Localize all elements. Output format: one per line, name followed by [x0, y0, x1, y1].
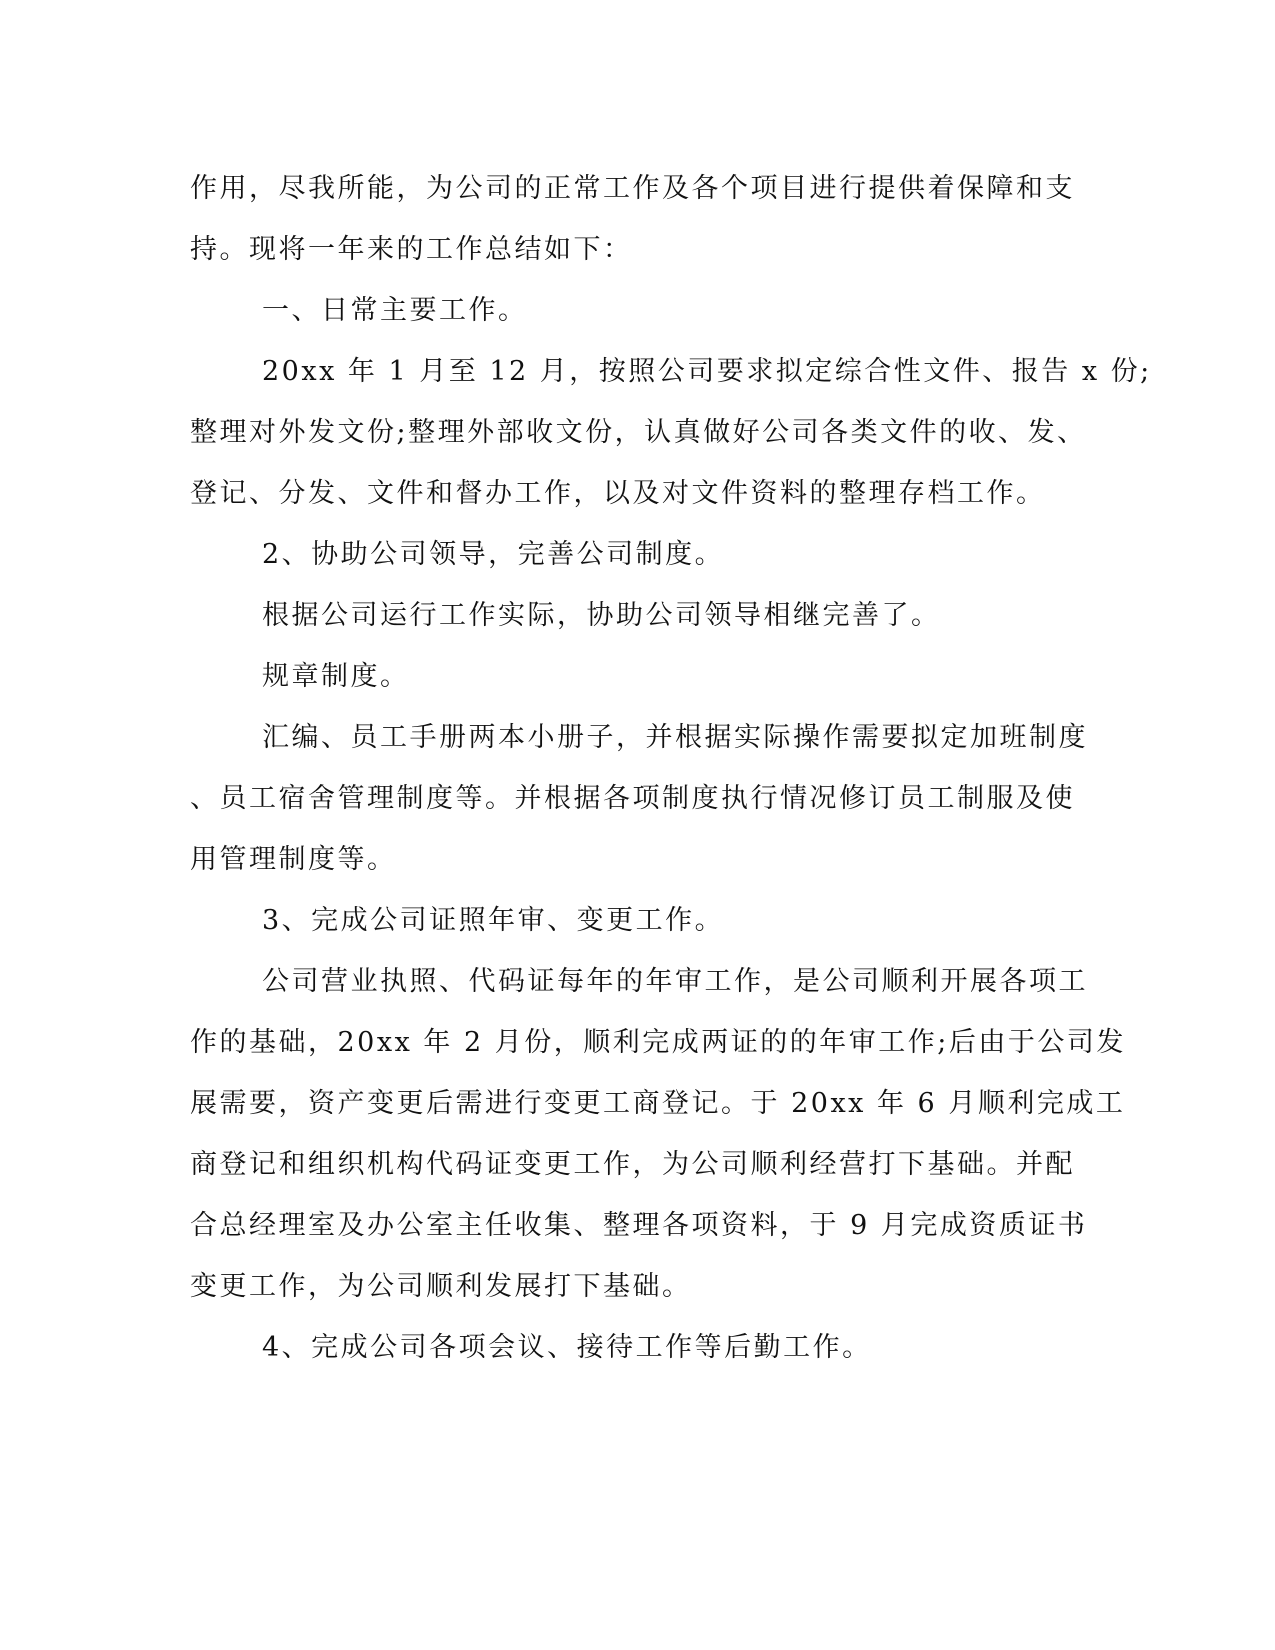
text-line: 整理对外发文份;整理外部收文份，认真做好公司各类文件的收、发、 — [190, 417, 1087, 448]
text-line: 公司营业执照、代码证每年的年审工作，是公司顺利开展各项工 — [262, 966, 1088, 997]
text-line: 商登记和组织机构代码证变更工作，为公司顺利经营打下基础。并配 — [190, 1149, 1075, 1180]
document-body — [190, 158, 1152, 1378]
text-line: 根据公司运行工作实际，协助公司领导相继完善了。 — [262, 600, 941, 631]
text-line: 登记、分发、文件和督办工作，以及对文件资料的整理存档工作。 — [190, 478, 1046, 509]
text-line: 作用，尽我所能，为公司的正常工作及各个项目进行提供着保障和支 — [190, 173, 1075, 204]
text-line: 展需要，资产变更后需进行变更工商登记。于 20xx 年 6 月顺利完成工 — [190, 1088, 1126, 1119]
section-heading: 2、协助公司领导，完善公司制度。 — [262, 539, 725, 570]
text-line: 20xx 年 1 月至 12 月，按照公司要求拟定综合性文件、报告 x 份; — [262, 356, 1152, 387]
text-line: 用管理制度等。 — [190, 844, 397, 875]
text-line: 合总经理室及办公室主任收集、整理各项资料，于 9 月完成资质证书 — [190, 1210, 1088, 1241]
section-heading: 一、日常主要工作。 — [262, 295, 528, 326]
text-line: 作的基础，20xx 年 2 月份，顺利完成两证的的年审工作;后由于公司发 — [190, 1027, 1126, 1058]
text-line: 汇编、员工手册两本小册子，并根据实际操作需要拟定加班制度 — [262, 722, 1088, 753]
section-heading: 4、完成公司各项会议、接待工作等后勤工作。 — [262, 1332, 872, 1363]
text-line: 、员工宿舍管理制度等。并根据各项制度执行情况修订员工制服及使 — [190, 783, 1075, 814]
text-line: 变更工作，为公司顺利发展打下基础。 — [190, 1271, 692, 1302]
text-line: 规章制度。 — [262, 661, 410, 692]
section-heading: 3、完成公司证照年审、变更工作。 — [262, 905, 725, 936]
text-line: 持。现将一年来的工作总结如下： — [190, 234, 633, 265]
